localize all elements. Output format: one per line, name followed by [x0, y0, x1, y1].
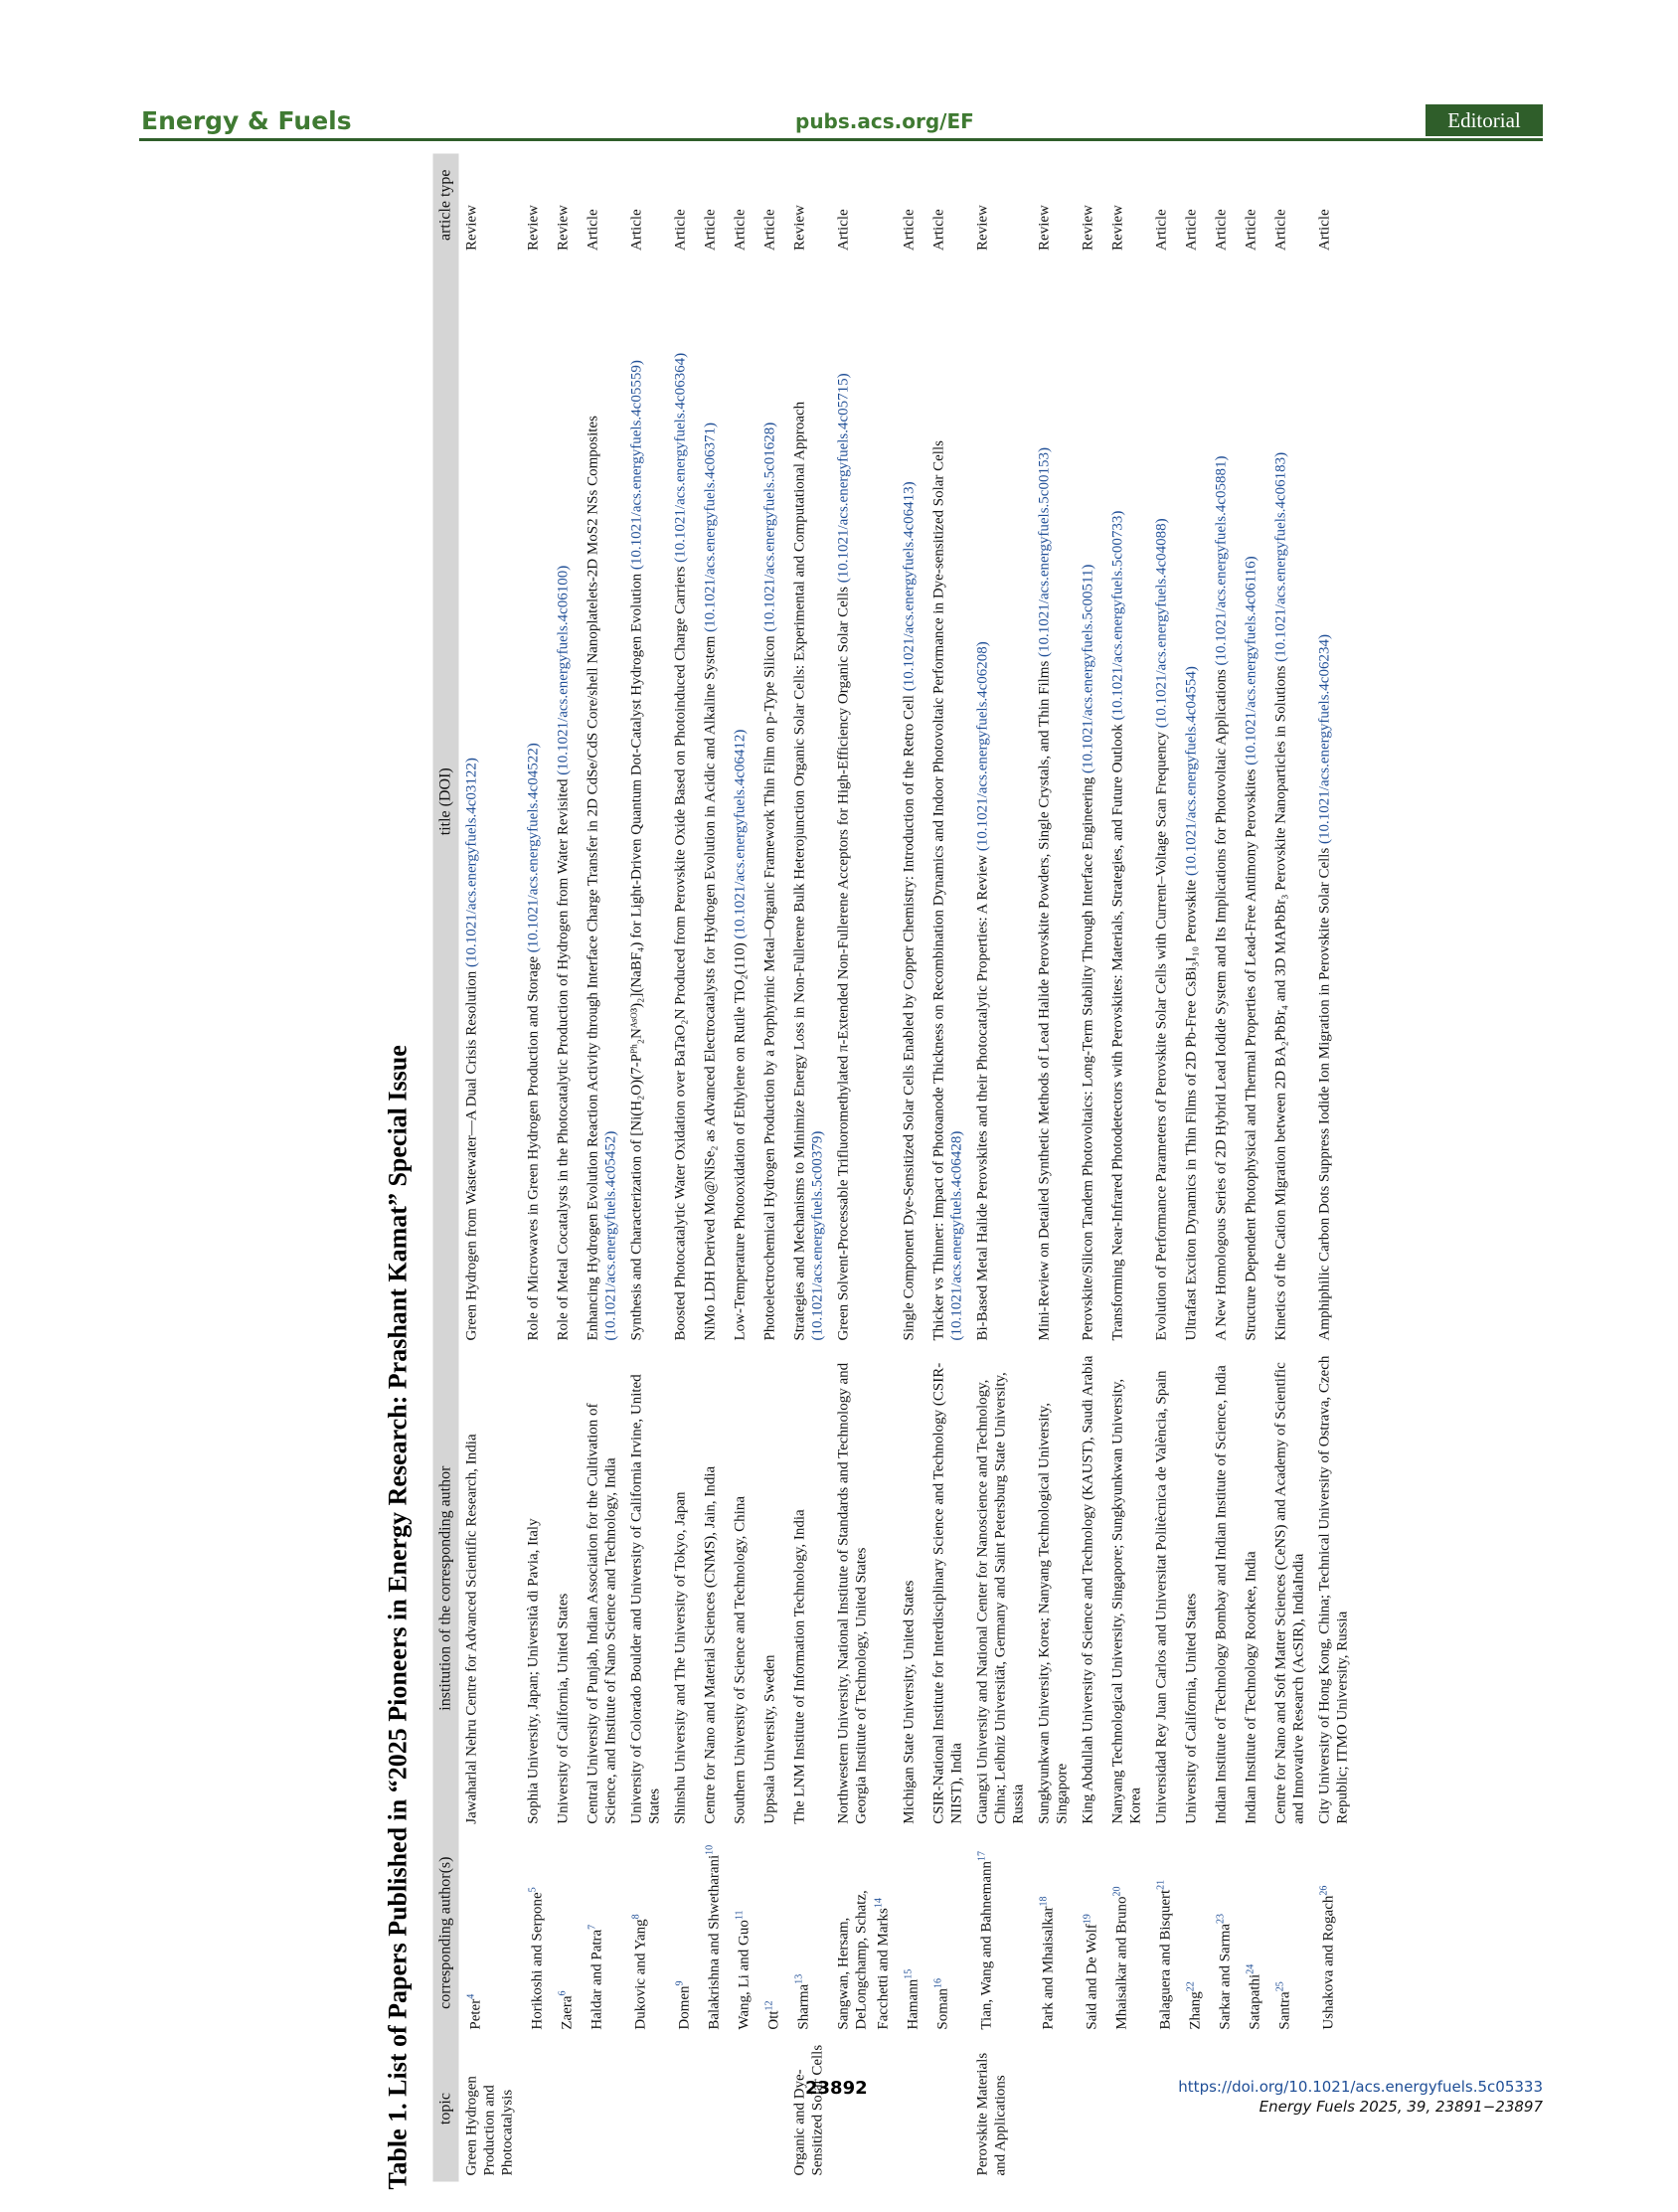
- running-header: [139, 104, 1543, 140]
- cell-type: [668, 154, 698, 256]
- author-text: Sharma: [795, 1983, 812, 2030]
- doi-link[interactable]: (10.1021/acs.energyfuels.4c06234): [1316, 634, 1333, 844]
- footer-doi-link[interactable]: https://doi.org/10.1021/acs.energyfuels.5c05333: [1178, 2078, 1543, 2096]
- cell-title: [1032, 256, 1076, 1347]
- title-text: Role of Metal Cocatalysts in the Photocatalytic Production of Hydrogen from Water Revisited: [555, 778, 572, 1341]
- reference-number[interactable]: 16: [932, 1977, 944, 1988]
- table-row: [728, 154, 757, 2182]
- title-text: Transforming Near-Infrared Photodetectors with Perovskites: Materials, Strategies, and Future Outlook: [1109, 724, 1126, 1341]
- author-text: Park and Mhaisalkar: [1040, 1906, 1057, 2030]
- author-text: Domen: [676, 1985, 693, 2030]
- article-type-text: Article: [1213, 209, 1230, 251]
- cell-title: [1209, 256, 1239, 1347]
- reference-number[interactable]: 12: [763, 2000, 775, 2011]
- cell-type: [581, 154, 624, 256]
- reference-number[interactable]: 22: [1185, 1981, 1197, 1992]
- reference-number[interactable]: 6: [557, 1990, 569, 1996]
- institution-text: Central University of Punjab, Indian Association for the Cultivation of Science, and Institute of Nano Science and Technology, India: [585, 1403, 619, 1824]
- title-text: Enhancing Hydrogen Evolution Reaction Activity through Interface Charge Transfer in 2D CdSe/CdS Core/shell Nanoplatelets-2D MoS2 NSs Composites: [585, 416, 601, 1341]
- cell-title: [1312, 256, 1356, 1347]
- title-text: Single Component Dye-Sensitized Solar Cells Enabled by Copper Chemistry: Introduction of the Retro Cell: [901, 695, 918, 1341]
- author-text: Peter: [467, 1998, 484, 2030]
- author-text: Sarkar and Sarma: [1217, 1923, 1234, 2030]
- reference-number[interactable]: 13: [793, 1973, 805, 1984]
- article-type-badge: Editorial: [1426, 104, 1543, 136]
- doi-link[interactable]: (10.1021/acs.energyfuels.4c03122): [463, 758, 480, 967]
- cell-title: [970, 256, 1032, 1347]
- cell-type: [1179, 154, 1209, 256]
- cell-topic: [787, 2036, 831, 2182]
- institution-text: Sungkyunkwan University, Korea; Nanyang Technological University, Singapore: [1036, 1402, 1071, 1824]
- cell-type: [926, 154, 970, 256]
- institution-text: Jawaharlal Nehru Centre for Advanced Scientific Research, India: [463, 1434, 480, 1824]
- table-row: [757, 154, 787, 2182]
- cell-authors: [831, 1830, 897, 2036]
- cell-authors: [970, 1830, 1032, 2036]
- reference-number[interactable]: 17: [976, 1851, 988, 1861]
- doi-link[interactable]: (10.1021/acs.energyfuels.4c05559): [628, 360, 645, 571]
- reference-number[interactable]: 10: [704, 1844, 716, 1855]
- cell-institution: [1149, 1347, 1179, 1830]
- cell-institution: [787, 1347, 831, 1830]
- reference-number[interactable]: 24: [1245, 1963, 1257, 1974]
- doi-link[interactable]: (10.1021/acs.energyfuels.5c00511): [1080, 564, 1096, 773]
- cell-authors: [581, 1830, 624, 2036]
- reference-number[interactable]: 8: [630, 1914, 642, 1920]
- title-text: Bi-Based Metal Halide Perovskites and their Photocatalytic Properties: A Review: [974, 854, 991, 1341]
- cell-institution: [459, 1347, 521, 1830]
- table-caption: Table 1. List of Papers Published in “2025 Pioneers in Energy Research: Prashant Kamat” Special Issue: [383, 1045, 413, 2190]
- title-text: Thicker vs Thinner: Impact of Photoanode Thickness on Recombination Dynamics and Indoor Photovoltaic Performance in Dye-sensitized Solar Cells: [930, 440, 947, 1341]
- cell-authors: [926, 1830, 970, 2036]
- cell-type: [897, 154, 926, 256]
- header-rule: [139, 138, 1543, 141]
- doi-link[interactable]: (10.1021/acs.energyfuels.5c01628): [761, 422, 778, 632]
- institution-text: University of California, United States: [1183, 1593, 1200, 1824]
- cell-institution: [831, 1347, 897, 1830]
- rotated-table-region: [374, 147, 1636, 2190]
- cell-authors: [1268, 1830, 1312, 2036]
- institution-text: The LNM Institute of Information Technology, India: [791, 1509, 808, 1824]
- article-type-text: Article: [1183, 209, 1200, 251]
- article-type-text: Review: [974, 205, 991, 251]
- table-row: [668, 154, 698, 2182]
- cell-authors: [757, 1830, 787, 2036]
- cell-topic: [1209, 2036, 1239, 2182]
- cell-title: [757, 256, 787, 1347]
- table-body: [459, 154, 1356, 2182]
- col-header-institution: institution of the corresponding author: [433, 1347, 459, 1830]
- title-text: Role of Microwaves in Green Hydrogen Production and Storage: [525, 955, 542, 1341]
- title-text: Evolution of Performance Parameters of Perovskite Solar Cells with Current–Voltage Scan Frequency: [1153, 732, 1170, 1341]
- cell-authors: [668, 1830, 698, 2036]
- author-text: Ott: [765, 2010, 782, 2030]
- reference-number[interactable]: 25: [1274, 1981, 1286, 1992]
- cell-topic: [1179, 2036, 1209, 2182]
- reference-number[interactable]: 19: [1082, 1914, 1093, 1925]
- papers-table: [433, 154, 1356, 2182]
- author-text: Hamann: [905, 1978, 922, 2030]
- cell-institution: [581, 1347, 624, 1830]
- cell-authors: [624, 1830, 668, 2036]
- table-row: [1268, 154, 1312, 2182]
- table-header-row: [433, 154, 459, 2182]
- cell-title: [787, 256, 831, 1347]
- journal-site-link[interactable]: pubs.acs.org/EF: [795, 109, 974, 133]
- cell-topic: [551, 2036, 581, 2182]
- article-type-text: Article: [901, 209, 918, 251]
- table-row: [521, 154, 551, 2182]
- reference-number[interactable]: 5: [527, 1887, 539, 1893]
- title-text: Strategies and Mechanisms to Minimize Energy Loss in Non-Fullerene Bulk Heterojunction Organic Solar Cells: Experimental and Computational Approach: [791, 401, 808, 1341]
- author-text: Wang, Li and Guo: [736, 1920, 753, 2030]
- article-type-text: Article: [761, 209, 778, 251]
- cell-title: [521, 256, 551, 1347]
- author-text: Santra: [1276, 1991, 1293, 2030]
- cell-title: [831, 256, 897, 1347]
- institution-text: Michigan State University, United States: [901, 1580, 918, 1824]
- author-text: Said and De Wolf: [1084, 1924, 1100, 2030]
- reference-number[interactable]: 11: [734, 1910, 746, 1921]
- table-row: [698, 154, 728, 2182]
- doi-link[interactable]: (10.1021/acs.energyfuels.4c04088): [1153, 518, 1170, 729]
- author-text: Zaera: [559, 1995, 576, 2030]
- article-type-text: Review: [791, 205, 808, 251]
- cell-authors: [897, 1830, 926, 2036]
- table-row: [1312, 154, 1356, 2182]
- doi-link[interactable]: (10.1021/acs.energyfuels.4c06428): [948, 1130, 965, 1341]
- cell-title: [668, 256, 698, 1347]
- title-text: Green Hydrogen from Wastewater—A Dual Crisis Resolution: [463, 970, 480, 1341]
- table-row: [551, 154, 581, 2182]
- article-type-text: Review: [1109, 205, 1126, 251]
- institution-text: King Abdullah University of Science and Technology (KAUST), Saudi Arabia: [1080, 1355, 1096, 1824]
- institution-text: University of Colorado Boulder and University of California Irvine, United States: [628, 1374, 663, 1824]
- article-type-text: Review: [463, 205, 480, 251]
- author-text: Satapathi: [1247, 1973, 1263, 2030]
- table-row: [624, 154, 668, 2182]
- article-type-text: Article: [1243, 209, 1259, 251]
- author-text: Zhang: [1187, 1991, 1204, 2030]
- table-row: [459, 154, 521, 2182]
- cell-authors: [1032, 1830, 1076, 2036]
- institution-text: Southern University of Science and Technology, China: [732, 1496, 749, 1824]
- cell-institution: [897, 1347, 926, 1830]
- cell-institution: [1076, 1347, 1105, 1830]
- cell-topic: [521, 2036, 551, 2182]
- cell-authors: [1312, 1830, 1356, 2036]
- doi-link[interactable]: (10.1021/acs.energyfuels.4c06116): [1243, 556, 1259, 766]
- cell-institution: [757, 1347, 787, 1830]
- author-text: Balakrishna and Shwetharani: [706, 1854, 723, 2030]
- cell-authors: [728, 1830, 757, 2036]
- doi-link[interactable]: (10.1021/acs.energyfuels.4c05715): [835, 373, 852, 584]
- cell-type: [1076, 154, 1105, 256]
- reference-number[interactable]: 18: [1038, 1896, 1050, 1907]
- doi-link[interactable]: (10.1021/acs.energyfuels.4c06208): [974, 641, 991, 852]
- cell-topic: [1149, 2036, 1179, 2182]
- cell-title: [728, 256, 757, 1347]
- cell-type: [1149, 154, 1179, 256]
- cell-institution: [698, 1347, 728, 1830]
- institution-text: Northwestern University, National Institute of Standards and Technology and Georgia Institute of Technology, United States: [835, 1362, 870, 1824]
- cell-title: [1268, 256, 1312, 1347]
- cell-title: [926, 256, 970, 1347]
- cell-topic: [831, 2036, 897, 2182]
- cell-topic: [698, 2036, 728, 2182]
- cell-type: [521, 154, 551, 256]
- institution-text: Sophia University, Japan; Università di Pavia, Italy: [525, 1518, 542, 1824]
- author-text: Balaguera and Bisquert: [1157, 1889, 1174, 2030]
- cell-topic: [970, 2036, 1032, 2182]
- title-text: Photoelectrochemical Hydrogen Production by a Porphyrinic Metal–Organic Framework Thin Film on p-Type Silicon: [761, 635, 778, 1341]
- cell-institution: [521, 1347, 551, 1830]
- doi-link[interactable]: (10.1021/acs.energyfuels.4c05881): [1213, 455, 1230, 666]
- cell-title: [581, 256, 624, 1347]
- journal-name: Energy & Fuels: [141, 106, 352, 135]
- table-row: [926, 154, 970, 2182]
- cell-institution: [1312, 1347, 1356, 1830]
- author-text: Dukovic and Yang: [632, 1919, 649, 2030]
- cell-type: [787, 154, 831, 256]
- author-text: Tian, Wang and Bahnemann: [978, 1861, 995, 2030]
- doi-link[interactable]: (10.1021/acs.energyfuels.4c06183): [1272, 451, 1289, 662]
- cell-institution: [1179, 1347, 1209, 1830]
- cell-type: [1209, 154, 1239, 256]
- title-text: Kinetics of the Cation Migration between 2D BA₂PbBr₄ and 3D MAPbBr₃ Perovskite Nanoparticles in Solutions: [1272, 665, 1289, 1341]
- cell-type: [831, 154, 897, 256]
- title-text: Perovskite/Silicon Tandem Photovoltaics: Long-Term Stability Through Interface Engineering: [1080, 776, 1096, 1341]
- title-text: Ultrafast Exciton Dynamics in Thin Films of 2D Pb-Free CsBi₃I₁₀ Perovskite: [1183, 879, 1200, 1341]
- doi-link[interactable]: (10.1021/acs.energyfuels.4c04522): [525, 743, 542, 953]
- table-row: [1179, 154, 1209, 2182]
- cell-topic: [1105, 2036, 1149, 2182]
- cell-authors: [1209, 1830, 1239, 2036]
- article-type-text: Article: [1272, 209, 1289, 251]
- cell-title: [624, 256, 668, 1347]
- doi-link[interactable]: (10.1021/acs.energyfuels.4c05452): [602, 1130, 619, 1341]
- cell-authors: [521, 1830, 551, 2036]
- cell-institution: [728, 1347, 757, 1830]
- reference-number[interactable]: 20: [1111, 1886, 1123, 1897]
- institution-text: Shinshu University and The University of Tokyo, Japan: [672, 1491, 689, 1824]
- article-type-text: Review: [525, 205, 542, 251]
- cell-authors: [459, 1830, 521, 2036]
- cell-type: [624, 154, 668, 256]
- cell-type: [1268, 154, 1312, 256]
- cell-authors: [551, 1830, 581, 2036]
- title-text: Low-Temperature Photooxidation of Ethylene on Rutile TiO₂(110): [732, 942, 749, 1341]
- article-type-text: Article: [672, 209, 689, 251]
- institution-text: Uppsala University, Sweden: [761, 1654, 778, 1824]
- cell-authors: [698, 1830, 728, 2036]
- title-text: Mini-Review on Detailed Synthetic Methods of Lead Halide Perovskite Powders, Single Crystals, and Thin Films: [1036, 660, 1053, 1341]
- article-type-text: Article: [732, 209, 749, 251]
- table-row: [787, 154, 831, 2182]
- col-header-authors: corresponding author(s): [433, 1830, 459, 2036]
- cell-authors: [1149, 1830, 1179, 2036]
- table-row: [970, 154, 1032, 2182]
- author-text: Haldar and Patra: [588, 1929, 605, 2030]
- cell-authors: [787, 1830, 831, 2036]
- institution-text: Universidad Rey Juan Carlos and Universitat Politècnica de València, Spain: [1153, 1370, 1170, 1824]
- institution-text: Indian Institute of Technology Bombay and Indian Institute of Science, India: [1213, 1365, 1230, 1824]
- table-row: [1239, 154, 1268, 2182]
- cell-type: [1239, 154, 1268, 256]
- col-header-type: article type: [433, 154, 459, 256]
- cell-title: [1179, 256, 1209, 1347]
- article-type-text: Article: [628, 209, 645, 251]
- col-header-topic: topic: [433, 2036, 459, 2182]
- title-text: NiMo LDH Derived Mo@NiSe₂ as Advanced Electrocatalysts for Hydrogen Evolution in Acidic and Alkaline System: [702, 635, 719, 1341]
- title-text: Synthesis and Characterization of [Ni(H₂O)(7-Pᴾʰ₂Nᴬˢᴼ³)₂](NaBF₄) for Light-Driven Quantum Dot-Catalyst Hydrogen Evolution: [628, 573, 645, 1341]
- cell-authors: [1105, 1830, 1149, 2036]
- doi-link[interactable]: (10.1021/acs.energyfuels.4c06412): [732, 729, 749, 939]
- title-text: Boosted Photocatalytic Water Oxidation over BaTaO₂N Produced from Perovskite Oxide Based on Photoinduced Charge Carriers: [672, 566, 689, 1341]
- cell-institution: [1032, 1347, 1076, 1830]
- table-row: [897, 154, 926, 2182]
- cell-type: [970, 154, 1032, 256]
- cell-institution: [668, 1347, 698, 1830]
- article-type-text: Article: [702, 209, 719, 251]
- doi-link[interactable]: (10.1021/acs.energyfuels.5c00379): [809, 1130, 826, 1341]
- cell-title: [1076, 256, 1105, 1347]
- doi-link[interactable]: (10.1021/acs.energyfuels.4c06364): [672, 352, 689, 563]
- reference-number[interactable]: 21: [1155, 1879, 1167, 1890]
- cell-topic: [897, 2036, 926, 2182]
- cell-title: [551, 256, 581, 1347]
- cell-authors: [1239, 1830, 1268, 2036]
- cell-topic: [757, 2036, 787, 2182]
- footer-citation: Energy Fuels 2025, 39, 23891−23897: [1258, 2098, 1543, 2116]
- doi-link[interactable]: (10.1021/acs.energyfuels.4c04554): [1183, 666, 1200, 877]
- doi-link[interactable]: (10.1021/acs.energyfuels.5c00153): [1036, 447, 1053, 657]
- page-number: 23892: [805, 2078, 868, 2099]
- author-text: Sangwan, Hersam, DeLongchamp, Schatz, Facchetti and Marks: [835, 1890, 892, 2030]
- institution-text: University of California, United States: [555, 1593, 572, 1824]
- cell-type: [757, 154, 787, 256]
- cell-institution: [551, 1347, 581, 1830]
- cell-type: [728, 154, 757, 256]
- article-type-text: Article: [1316, 209, 1333, 251]
- table-row: [1032, 154, 1076, 2182]
- author-text: Mhaisalkar and Bruno: [1113, 1896, 1130, 2030]
- reference-number[interactable]: 15: [903, 1968, 915, 1979]
- topic-text: Organic and Dye-Sensitized Solar Cells: [791, 2044, 826, 2176]
- cell-authors: [1076, 1830, 1105, 2036]
- reference-number[interactable]: 9: [674, 1980, 686, 1986]
- table-row: [581, 154, 624, 2182]
- table-row: [1149, 154, 1179, 2182]
- institution-text: Centre for Nano and Soft Matter Sciences (CeNS) and Academy of Scientific and Innovative Research (AcSIR), IndiaIndia: [1272, 1362, 1307, 1824]
- article-type-text: Article: [930, 209, 947, 251]
- cell-type: [551, 154, 581, 256]
- institution-text: Guangxi University and National Center for Nanoscience and Technology, China; Leibniz Universität, Germany and Saint Petersburg State University, Russia: [974, 1372, 1027, 1824]
- reference-number[interactable]: 26: [1318, 1885, 1330, 1896]
- doi-link[interactable]: (10.1021/acs.energyfuels.4c06371): [702, 422, 719, 632]
- institution-text: City University of Hong Kong, China; Technical University of Ostrava, Czech Republic; ITMO University, Russia: [1316, 1355, 1351, 1824]
- cell-institution: [624, 1347, 668, 1830]
- cell-topic: [624, 2036, 668, 2182]
- cell-title: [1105, 256, 1149, 1347]
- cell-topic: [728, 2036, 757, 2182]
- article-type-text: Review: [1036, 205, 1053, 251]
- cell-type: [1032, 154, 1076, 256]
- title-text: Amphiphilic Carbon Dots Suppress Iodide Ion Migration in Perovskite Solar Cells: [1316, 847, 1333, 1341]
- table-row: [1076, 154, 1105, 2182]
- institution-text: Indian Institute of Technology Roorkee, India: [1243, 1551, 1259, 1824]
- table-row: [1209, 154, 1239, 2182]
- cell-authors: [1179, 1830, 1209, 2036]
- topic-text: Green Hydrogen Production and Photocatalysis: [463, 2076, 516, 2176]
- article-type-text: Article: [1153, 209, 1170, 251]
- title-text: A New Homologous Series of 2D Hybrid Lead Iodide System and Its Implications for Photovoltaic Applications: [1213, 669, 1230, 1341]
- reference-number[interactable]: 23: [1215, 1913, 1227, 1924]
- institution-text: Centre for Nano and Material Sciences (CNMS), Jain, India: [702, 1465, 719, 1824]
- cell-topic: [668, 2036, 698, 2182]
- doi-link[interactable]: (10.1021/acs.energyfuels.4c06413): [901, 481, 918, 692]
- article-type-text: Article: [835, 209, 852, 251]
- cell-type: [698, 154, 728, 256]
- topic-text: Perovskite Materials and Applications: [974, 2052, 1009, 2176]
- cell-topic: [1032, 2036, 1076, 2182]
- institution-text: CSIR-National Institute for Interdisciplinary Science and Technology (CSIR-NIIST), India: [930, 1362, 965, 1824]
- cell-institution: [1209, 1347, 1239, 1830]
- institution-text: Nanyang Technological University, Singapore; Sungkyunkwan University, Korea: [1109, 1378, 1144, 1824]
- title-text: Structure Dependent Photophysical and Thermal Properties of Lead-Free Antimony Perovskites: [1243, 768, 1259, 1341]
- article-type-text: Review: [1080, 205, 1096, 251]
- cell-topic: [581, 2036, 624, 2182]
- reference-number[interactable]: 14: [873, 1898, 885, 1909]
- cell-title: [1239, 256, 1268, 1347]
- col-header-title: title (DOI): [433, 256, 459, 1347]
- doi-link[interactable]: (10.1021/acs.energyfuels.4c06100): [555, 565, 572, 775]
- cell-institution: [970, 1347, 1032, 1830]
- author-text: Ushakova and Rogach: [1320, 1895, 1337, 2030]
- cell-title: [897, 256, 926, 1347]
- cell-title: [459, 256, 521, 1347]
- article-type-text: Article: [585, 209, 601, 251]
- cell-type: [1312, 154, 1356, 256]
- title-text: Green Solvent-Processable Trifluoromethylated π-Extended Non-Fullerene Acceptors for High-Efficiency Organic Solar Cells: [835, 587, 852, 1341]
- cell-institution: [926, 1347, 970, 1830]
- cell-institution: [1105, 1347, 1149, 1830]
- author-text: Soman: [934, 1987, 951, 2030]
- reference-number[interactable]: 4: [465, 1993, 477, 1999]
- cell-title: [1149, 256, 1179, 1347]
- cell-topic: [459, 2036, 521, 2182]
- cell-topic: [926, 2036, 970, 2182]
- cell-title: [698, 256, 728, 1347]
- table-row: [1105, 154, 1149, 2182]
- cell-topic: [1076, 2036, 1105, 2182]
- cell-institution: [1239, 1347, 1268, 1830]
- author-text: Horikoshi and Serpone: [529, 1892, 546, 2030]
- cell-type: [459, 154, 521, 256]
- doi-link[interactable]: (10.1021/acs.energyfuels.5c00733): [1109, 510, 1126, 721]
- table-row: [831, 154, 897, 2182]
- cell-institution: [1268, 1347, 1312, 1830]
- cell-type: [1105, 154, 1149, 256]
- reference-number[interactable]: 7: [587, 1924, 598, 1930]
- article-type-text: Review: [555, 205, 572, 251]
